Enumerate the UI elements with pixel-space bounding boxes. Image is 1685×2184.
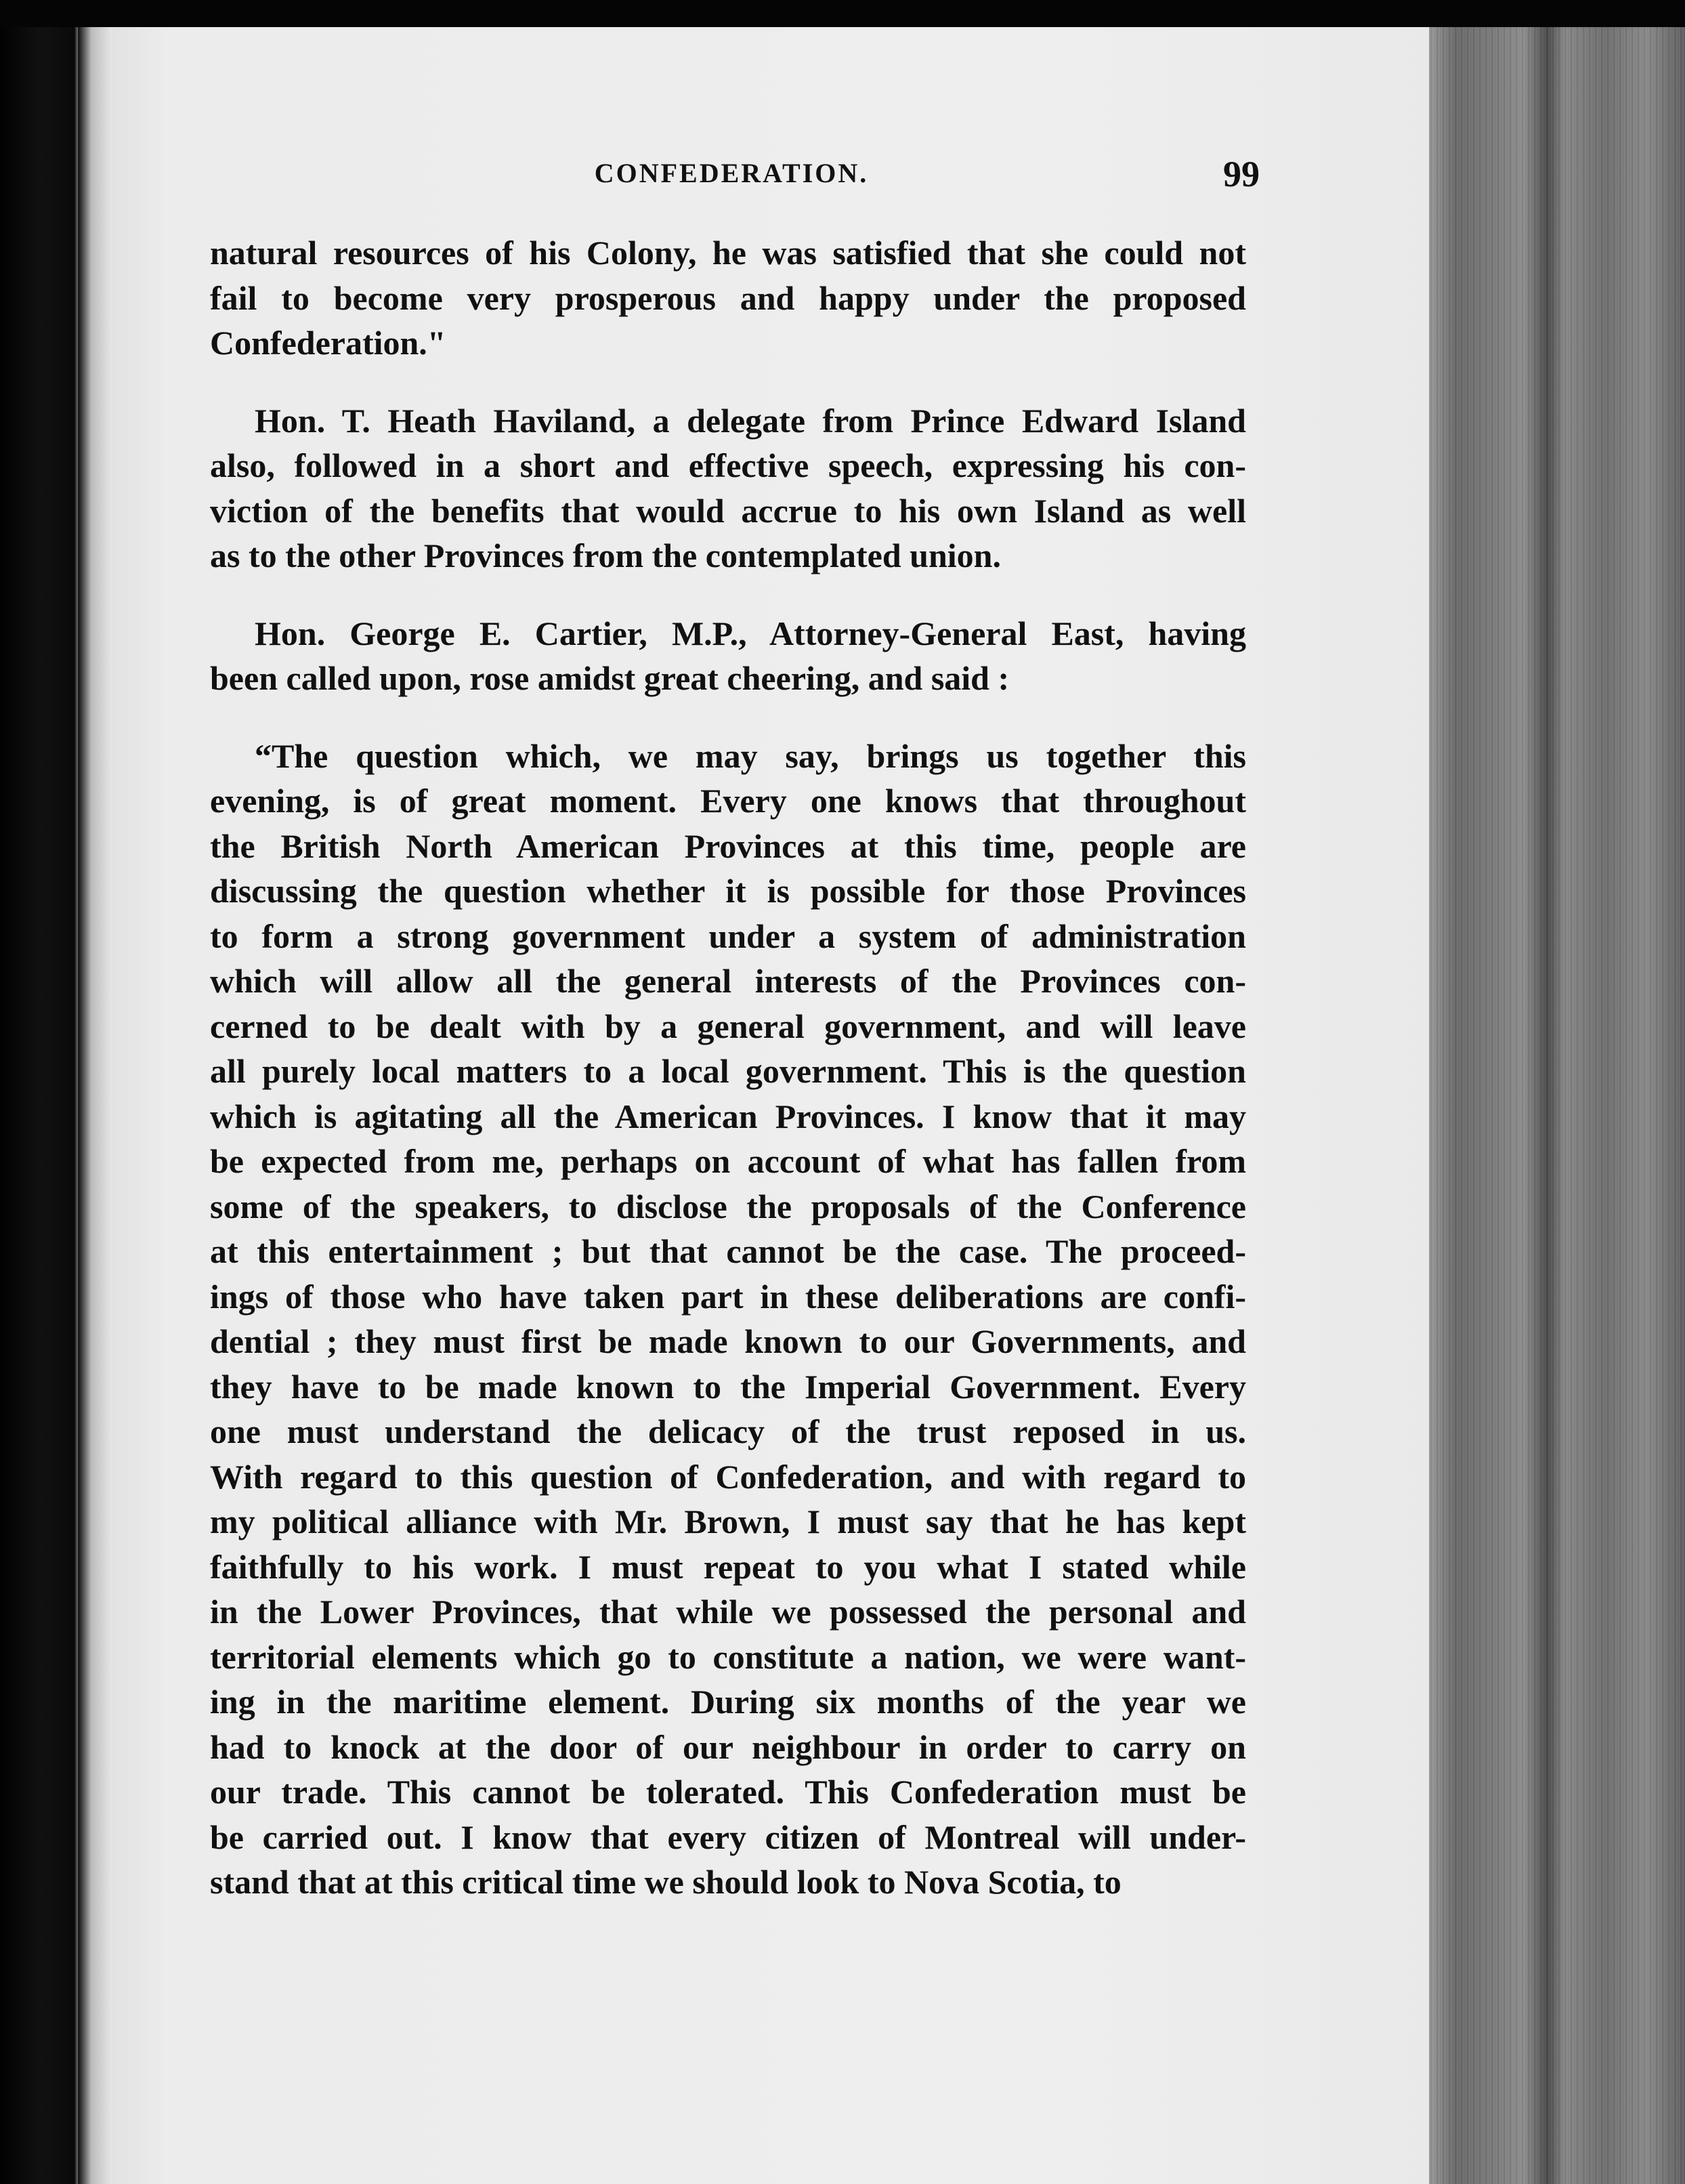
text-line: my political alliance with Mr. Brown, I must say that he has kept (210, 1503, 1246, 1540)
text-line: evening, is of great moment. Every one knows that throughout (210, 782, 1246, 820)
paragraph-gap (210, 579, 1246, 611)
text-line: be expected from me, perhaps on account of what has fallen from (210, 1142, 1246, 1180)
paragraph-gap (210, 701, 1246, 734)
text-line: natural resources of his Colony, he was satisfied that she could not (210, 234, 1246, 272)
paragraph (210, 734, 1246, 1905)
text-line: discussing the question whether it is possible for those Provinces (210, 872, 1246, 910)
text-line: ings of those who have taken part in these deliberations are confi- (210, 1277, 1246, 1316)
paragraph-gap (210, 366, 1246, 398)
text-line: to form a strong government under a system of administration (210, 917, 1246, 955)
text-line: also, followed in a short and effective speech, expressing his con- (210, 446, 1246, 484)
text-line: at this entertainment ; but that cannot be the case. The proceed- (210, 1232, 1246, 1270)
text-line: “The question which, we may say, brings us together this (255, 736, 1246, 775)
text-line: which will allow all the general interests of the Provinces con- (210, 962, 1246, 1000)
page-header (203, 154, 1260, 205)
text-line: all purely local matters to a local government. This is the question (210, 1052, 1246, 1090)
text-line: viction of the benefits that would accrue to his own Island as well (210, 491, 1246, 530)
text-line: as to the other Provinces from the contemplated union. (210, 537, 1001, 574)
text-line: Hon. George E. Cartier, M.P., Attorney-General East, having (255, 614, 1246, 652)
text-line: which is agitating all the American Provinces. I know that it may (210, 1097, 1246, 1135)
scan-top-border (0, 0, 1685, 27)
paragraph (210, 398, 1246, 579)
text-line: territorial elements which go to constitute a nation, we were want- (210, 1637, 1246, 1676)
text-line: the British North American Provinces at this time, people are (210, 826, 1246, 865)
text-line: Confederation." (210, 324, 446, 362)
text-line: some of the speakers, to disclose the proposals of the Conference (210, 1187, 1246, 1225)
page-number: 99 (1223, 154, 1260, 194)
text-line: dential ; they must first be made known to our Governments, and (210, 1322, 1246, 1360)
text-line: stand that at this critical time we should look to Nova Scotia, to (210, 1863, 1122, 1901)
text-line: been called upon, rose amidst great cheering, and said : (210, 659, 1010, 697)
text-line: in the Lower Provinces, that while we possessed the personal and (210, 1593, 1246, 1631)
text-line: cerned to be dealt with by a general government, and will leave (210, 1007, 1246, 1045)
text-line: had to knock at the door of our neighbour in order to carry on (210, 1727, 1246, 1766)
paragraph (210, 611, 1246, 701)
text-line: With regard to this question of Confederation, and with regard to (210, 1457, 1246, 1496)
text-line: faithfully to his work. I must repeat to you what I stated while (210, 1547, 1246, 1586)
text-line: they have to be made known to the Imperial Government. Every (210, 1367, 1246, 1406)
text-line: our trade. This cannot be tolerated. This Confederation must be (210, 1773, 1246, 1811)
text-line: one must understand the delicacy of the trust reposed in us. (210, 1412, 1246, 1450)
page-stack-edge (1429, 27, 1685, 2184)
text-line: be carried out. I know that every citizen of Montreal will under- (210, 1818, 1246, 1856)
body-text (210, 230, 1246, 1905)
text-line: Hon. T. Heath Haviland, a delegate from Prince Edward Island (255, 401, 1246, 440)
binding-gutter-shadow (78, 0, 112, 2184)
paragraph (210, 230, 1246, 366)
text-line: fail to become very prosperous and happy under the proposed (210, 278, 1246, 317)
running-head: CONFEDERATION. (594, 158, 869, 188)
text-line: ing in the maritime element. During six months of the year we (210, 1683, 1246, 1721)
